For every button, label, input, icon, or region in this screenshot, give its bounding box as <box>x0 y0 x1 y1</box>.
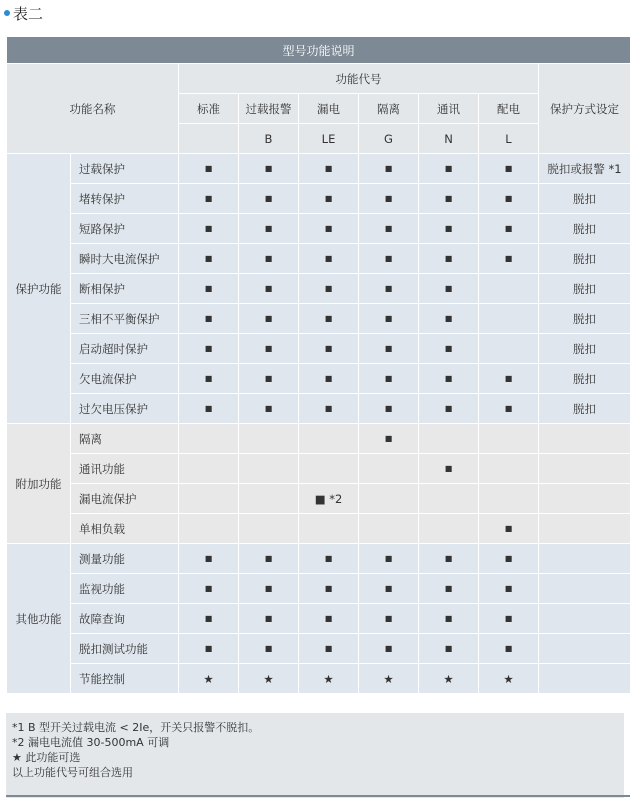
support-mark-cell <box>179 484 239 514</box>
function-name-cell: 堵转保护 <box>71 184 179 214</box>
support-mark-cell <box>239 424 299 454</box>
support-mark-cell: ■ <box>299 604 359 634</box>
support-mark-cell: ■ <box>299 274 359 304</box>
support-mark-cell: ■ <box>359 574 419 604</box>
support-mark-cell: ■ <box>179 604 239 634</box>
variant-name-header: 标准 <box>179 94 239 124</box>
support-mark-cell <box>419 424 479 454</box>
support-mark-cell: ■ <box>419 604 479 634</box>
support-mark-cell: ■ <box>299 244 359 274</box>
table-row <box>7 214 631 244</box>
support-mark-cell: ★ <box>239 664 299 694</box>
support-mark-cell: ■ <box>299 544 359 574</box>
group-label: 保护功能 <box>7 154 71 424</box>
footnote-combine: 以上功能代号可组合选用 <box>12 766 133 779</box>
support-mark-cell <box>479 454 539 484</box>
support-mark-cell: ★ <box>299 664 359 694</box>
table-row <box>7 664 631 694</box>
support-mark-cell: ■ <box>299 154 359 184</box>
support-mark-cell <box>359 514 419 544</box>
protection-mode-cell <box>539 544 631 574</box>
function-name-cell: 瞬时大电流保护 <box>71 244 179 274</box>
protection-mode-cell: 脱扣 <box>539 274 631 304</box>
support-mark-cell: ■ <box>359 364 419 394</box>
bullet-icon <box>4 10 10 16</box>
support-mark-cell: ■ <box>299 394 359 424</box>
bottom-divider <box>6 795 630 797</box>
variant-code-header <box>179 124 239 154</box>
support-mark-cell <box>479 484 539 514</box>
group-label: 其他功能 <box>7 544 71 694</box>
protection-mode-cell: 脱扣或报警 *1 <box>539 154 631 184</box>
table-row <box>7 634 631 664</box>
function-name-cell: 漏电流保护 <box>71 484 179 514</box>
support-mark-cell <box>299 514 359 544</box>
protection-mode-cell: 脱扣 <box>539 304 631 334</box>
footnotes <box>6 713 624 798</box>
support-mark-cell: ■ <box>479 154 539 184</box>
support-mark-cell: ■ <box>179 634 239 664</box>
support-mark-cell: ■ <box>239 364 299 394</box>
support-mark-cell <box>179 514 239 544</box>
support-mark-cell: ■ <box>359 334 419 364</box>
support-mark-cell: ■ <box>359 154 419 184</box>
support-mark-cell: ■ <box>479 364 539 394</box>
table-row <box>7 484 631 514</box>
support-mark-cell: ■ <box>419 334 479 364</box>
support-mark-cell <box>479 334 539 364</box>
table-row <box>7 514 631 544</box>
support-mark-cell <box>419 484 479 514</box>
support-mark-cell: ■ <box>239 544 299 574</box>
support-mark-cell <box>419 514 479 544</box>
support-mark-cell: ■ <box>479 214 539 244</box>
function-name-cell: 节能控制 <box>71 664 179 694</box>
variant-code-header: B <box>239 124 299 154</box>
function-name-cell: 通讯功能 <box>71 454 179 484</box>
support-mark-cell: ■ *2 <box>299 484 359 514</box>
table-row <box>7 364 631 394</box>
support-mark-cell: ■ <box>479 394 539 424</box>
support-mark-cell: ■ <box>479 244 539 274</box>
support-mark-cell: ■ <box>179 394 239 424</box>
model-function-table <box>6 36 631 694</box>
table-row <box>7 244 631 274</box>
table-row <box>7 184 631 214</box>
support-mark-cell: ■ <box>359 214 419 244</box>
support-mark-cell: ■ <box>419 454 479 484</box>
protection-mode-header: 保护方式设定 <box>539 64 631 154</box>
support-mark-cell: ■ <box>239 154 299 184</box>
support-mark-cell: ■ <box>419 274 479 304</box>
variant-name-header: 隔离 <box>359 94 419 124</box>
support-mark-cell: ■ <box>359 244 419 274</box>
support-mark-cell <box>239 454 299 484</box>
variant-code-header: N <box>419 124 479 154</box>
support-mark-cell: ■ <box>299 184 359 214</box>
table-heading <box>4 3 43 24</box>
table-row <box>7 334 631 364</box>
protection-mode-cell: 脱扣 <box>539 334 631 364</box>
support-mark-cell: ■ <box>179 364 239 394</box>
support-mark-cell: ■ <box>299 334 359 364</box>
support-mark-cell <box>299 424 359 454</box>
support-mark-cell: ■ <box>299 214 359 244</box>
support-mark-cell <box>479 304 539 334</box>
support-mark-cell: ■ <box>359 424 419 454</box>
function-name-cell: 过欠电压保护 <box>71 394 179 424</box>
heading-text: 表二 <box>13 5 44 23</box>
support-mark-cell: ★ <box>419 664 479 694</box>
support-mark-cell: ■ <box>479 574 539 604</box>
protection-mode-cell: 脱扣 <box>539 184 631 214</box>
variant-code-header: LE <box>299 124 359 154</box>
support-mark-cell <box>239 484 299 514</box>
support-mark-cell: ■ <box>419 544 479 574</box>
support-mark-cell: ■ <box>179 214 239 244</box>
support-mark-cell: ■ <box>419 304 479 334</box>
support-mark-cell: ■ <box>239 574 299 604</box>
support-mark-cell: ■ <box>179 274 239 304</box>
function-name-cell: 故障查询 <box>71 604 179 634</box>
support-mark-cell: ■ <box>239 634 299 664</box>
function-name-cell: 监视功能 <box>71 574 179 604</box>
table-row <box>7 424 631 454</box>
function-name-cell: 断相保护 <box>71 274 179 304</box>
support-mark-cell: ■ <box>299 574 359 604</box>
protection-mode-cell: 脱扣 <box>539 244 631 274</box>
function-name-cell: 三相不平衡保护 <box>71 304 179 334</box>
support-mark-cell: ■ <box>239 304 299 334</box>
support-mark-cell: ■ <box>239 244 299 274</box>
table-title: 型号功能说明 <box>7 37 631 64</box>
group-label: 附加功能 <box>7 424 71 544</box>
support-mark-cell: ■ <box>239 184 299 214</box>
support-mark-cell: ■ <box>479 634 539 664</box>
support-mark-cell: ■ <box>359 274 419 304</box>
support-mark-cell: ■ <box>239 274 299 304</box>
function-name-cell: 欠电流保护 <box>71 364 179 394</box>
support-mark-cell: ★ <box>359 664 419 694</box>
footnote-2: *2 漏电电流值 30-500mA 可调 <box>12 736 170 749</box>
support-mark-cell: ■ <box>239 604 299 634</box>
support-mark-cell: ■ <box>479 514 539 544</box>
support-mark-cell: ■ <box>179 154 239 184</box>
support-mark-cell: ■ <box>419 244 479 274</box>
footnote-optional: ★ 此功能可选 <box>12 751 81 764</box>
support-mark-cell: ■ <box>419 634 479 664</box>
protection-mode-cell: 脱扣 <box>539 214 631 244</box>
support-mark-cell: ■ <box>179 184 239 214</box>
variant-code-header: L <box>479 124 539 154</box>
function-name-cell: 单相负载 <box>71 514 179 544</box>
support-mark-cell: ■ <box>479 604 539 634</box>
protection-mode-cell <box>539 604 631 634</box>
table-row <box>7 394 631 424</box>
support-mark-cell: ■ <box>359 634 419 664</box>
table-row <box>7 454 631 484</box>
table-row <box>7 304 631 334</box>
support-mark-cell: ■ <box>179 544 239 574</box>
protection-mode-cell: 脱扣 <box>539 364 631 394</box>
protection-mode-cell <box>539 484 631 514</box>
support-mark-cell: ■ <box>299 364 359 394</box>
table-row <box>7 154 631 184</box>
support-mark-cell: ■ <box>419 154 479 184</box>
support-mark-cell: ■ <box>359 394 419 424</box>
protection-mode-cell <box>539 634 631 664</box>
function-name-cell: 过载保护 <box>71 154 179 184</box>
support-mark-cell: ■ <box>179 304 239 334</box>
table-row <box>7 544 631 574</box>
support-mark-cell: ■ <box>479 544 539 574</box>
variant-name-header: 漏电 <box>299 94 359 124</box>
support-mark-cell: ■ <box>299 304 359 334</box>
support-mark-cell <box>359 454 419 484</box>
variant-name-header: 配电 <box>479 94 539 124</box>
support-mark-cell: ■ <box>179 244 239 274</box>
function-name-header: 功能名称 <box>7 64 179 154</box>
support-mark-cell: ■ <box>479 184 539 214</box>
support-mark-cell: ■ <box>419 214 479 244</box>
protection-mode-cell: 脱扣 <box>539 394 631 424</box>
support-mark-cell <box>239 514 299 544</box>
function-name-cell: 启动超时保护 <box>71 334 179 364</box>
support-mark-cell: ■ <box>239 334 299 364</box>
support-mark-cell <box>179 454 239 484</box>
protection-mode-cell <box>539 514 631 544</box>
support-mark-cell <box>359 484 419 514</box>
protection-mode-cell <box>539 664 631 694</box>
table-row <box>7 604 631 634</box>
variant-code-header: G <box>359 124 419 154</box>
variant-name-header: 过载报警 <box>239 94 299 124</box>
support-mark-cell <box>179 424 239 454</box>
support-mark-cell: ■ <box>179 334 239 364</box>
support-mark-cell: ■ <box>239 214 299 244</box>
support-mark-cell: ■ <box>419 184 479 214</box>
support-mark-cell: ■ <box>239 394 299 424</box>
support-mark-cell: ■ <box>359 184 419 214</box>
support-mark-cell: ■ <box>419 364 479 394</box>
function-name-cell: 脱扣测试功能 <box>71 634 179 664</box>
support-mark-cell: ■ <box>419 394 479 424</box>
support-mark-cell: ■ <box>419 574 479 604</box>
protection-mode-cell <box>539 454 631 484</box>
support-mark-cell: ■ <box>179 574 239 604</box>
support-mark-cell <box>479 424 539 454</box>
protection-mode-cell <box>539 424 631 454</box>
support-mark-cell <box>299 454 359 484</box>
footnote-1: *1 B 型开关过载电流 < 2Ie，开关只报警不脱扣。 <box>12 721 260 734</box>
function-name-cell: 测量功能 <box>71 544 179 574</box>
support-mark-cell: ■ <box>359 544 419 574</box>
support-mark-cell: ★ <box>179 664 239 694</box>
table-row <box>7 574 631 604</box>
function-name-cell: 隔离 <box>71 424 179 454</box>
function-name-cell: 短路保护 <box>71 214 179 244</box>
support-mark-cell: ★ <box>479 664 539 694</box>
variant-name-header: 通讯 <box>419 94 479 124</box>
function-code-header: 功能代号 <box>179 64 539 94</box>
support-mark-cell: ■ <box>359 304 419 334</box>
support-mark-cell: ■ <box>359 604 419 634</box>
support-mark-cell <box>479 274 539 304</box>
table-row <box>7 274 631 304</box>
support-mark-cell: ■ <box>299 634 359 664</box>
protection-mode-cell <box>539 574 631 604</box>
